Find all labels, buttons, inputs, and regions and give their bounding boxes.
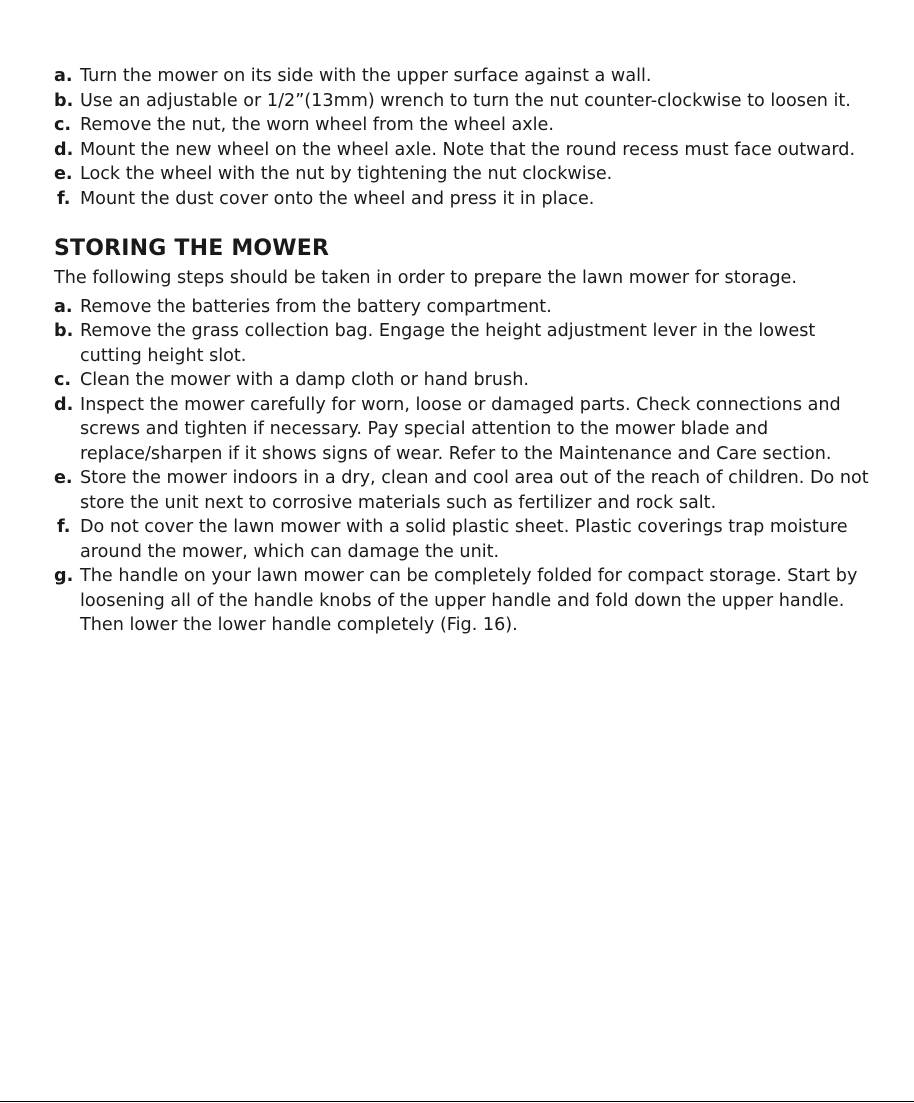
list-item bbox=[54, 466, 874, 515]
list-item bbox=[54, 138, 874, 163]
step-marker: b. bbox=[54, 321, 74, 341]
step-text: Lock the wheel with the nut by tightening the nut clockwise. bbox=[80, 164, 613, 184]
step-marker: c. bbox=[54, 115, 72, 135]
step-marker: e. bbox=[54, 164, 73, 184]
step-marker: g. bbox=[54, 566, 74, 586]
list-item bbox=[54, 64, 874, 89]
step-text: Store the mower indoors in a dry, clean and cool area out of the reach of children. Do not store the unit next to corrosive materials such as fertilizer and rock salt. bbox=[80, 468, 869, 513]
step-text: Mount the dust cover onto the wheel and press it in place. bbox=[80, 188, 595, 209]
section-intro: The following steps should be taken in order to prepare the lawn mower for storage. bbox=[54, 268, 797, 288]
step-text: Remove the grass collection bag. Engage the height adjustment lever in the lowest cutting height slot. bbox=[80, 321, 816, 366]
step-marker: f. bbox=[57, 517, 71, 537]
list-item bbox=[54, 515, 874, 564]
step-marker: d. bbox=[54, 139, 74, 160]
step-marker: e. bbox=[54, 468, 73, 488]
step-marker: f. bbox=[57, 188, 71, 209]
list-item bbox=[54, 564, 874, 638]
section-heading: STORING THE MOWER bbox=[54, 236, 330, 261]
list-item bbox=[54, 162, 874, 187]
wheel-replacement-steps bbox=[54, 64, 874, 211]
step-text: Clean the mower with a damp cloth or hand brush. bbox=[80, 370, 529, 390]
step-text: Use an adjustable or 1/2”(13mm) wrench to turn the nut counter-clockwise to loosen it. bbox=[80, 90, 851, 111]
list-item bbox=[54, 319, 874, 368]
list-item bbox=[54, 295, 874, 320]
step-text: Remove the nut, the worn wheel from the wheel axle. bbox=[80, 115, 554, 135]
list-item bbox=[54, 368, 874, 393]
step-text: Mount the new wheel on the wheel axle. Note that the round recess must face outward. bbox=[80, 139, 856, 160]
step-marker: a. bbox=[54, 66, 73, 86]
step-text: Inspect the mower carefully for worn, loose or damaged parts. Check connections and screws and tighten if necessary. Pay special attention to the mower blade and replace/sharpen if it shows signs of wear. Refer to the Maintenance and Care section. bbox=[80, 394, 841, 464]
step-marker: b. bbox=[54, 90, 74, 111]
storage-steps bbox=[54, 295, 874, 638]
manual-page bbox=[54, 64, 874, 638]
step-text: Remove the batteries from the battery compartment. bbox=[80, 296, 552, 317]
step-marker: a. bbox=[54, 296, 73, 317]
list-item bbox=[54, 393, 874, 467]
step-text: The handle on your lawn mower can be completely folded for compact storage. Start by loosening all of the handle knobs of the upper handle and fold down the upper handle. Then lower the lower handle completely (Fig. 16). bbox=[80, 566, 858, 635]
step-text: Do not cover the lawn mower with a solid plastic sheet. Plastic coverings trap moisture around the mower, which can damage the unit. bbox=[80, 517, 848, 562]
step-marker: d. bbox=[54, 394, 74, 415]
step-text: Turn the mower on its side with the upper surface against a wall. bbox=[80, 66, 652, 86]
list-item bbox=[54, 89, 874, 114]
list-item bbox=[54, 113, 874, 138]
step-marker: c. bbox=[54, 370, 72, 390]
page-bottom-rule bbox=[0, 1101, 914, 1102]
list-item bbox=[54, 187, 874, 212]
